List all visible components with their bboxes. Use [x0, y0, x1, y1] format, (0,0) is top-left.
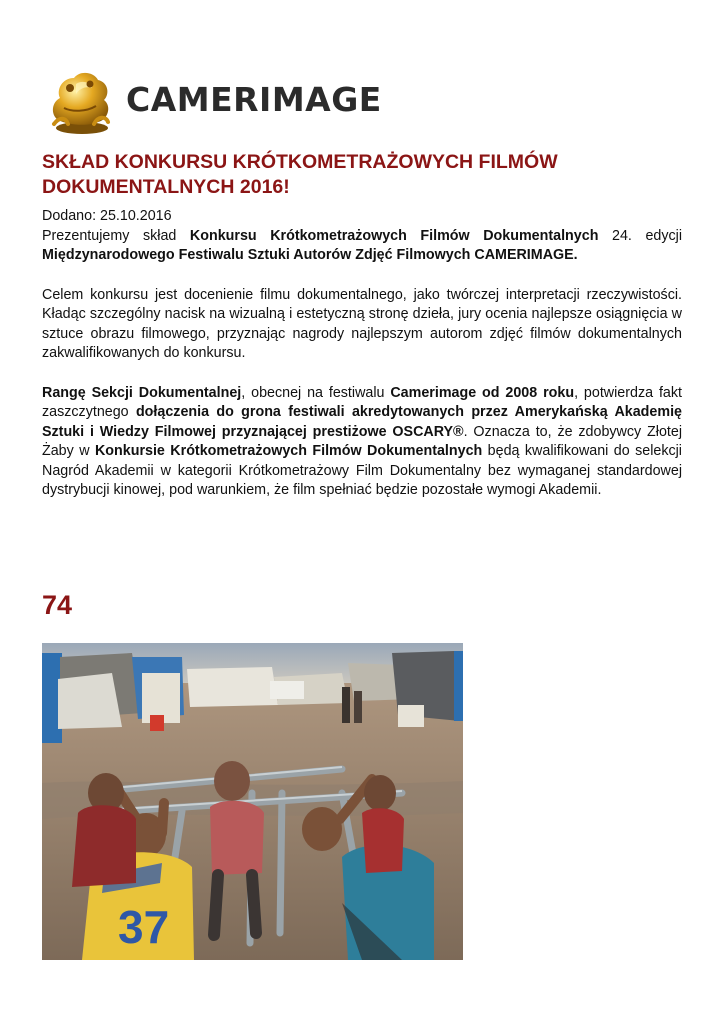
oscar-qualification-paragraph [42, 384, 682, 501]
shirt-number: 37 [118, 901, 170, 953]
p3-bold-3: dołączenia do grona festiwali akredytowanych przez Amerykańską Akademię Sztuki i Wiedzy Filmowej przyznającej prestiżowe OSCARY® [42, 404, 682, 440]
golden-frog-icon [46, 64, 116, 136]
competition-goal-paragraph: Celem konkursu jest docenienie filmu dokumentalnego, jako twórczej interpretacji rzeczywistości. Kładąc szczególny nacisk na wizualną i estetyczną stronę dzieła, jury ocenia najlepsze osiągnięcia w sztuce obrazu filmowego, przyznając nagrody najlepszym autorom zdjęć filmów dokumentalnych zakwalifikowanych do konkursu. [42, 286, 682, 361]
article-title: SKŁAD KONKURSU KRÓTKOMETRAŻOWYCH FILMÓW DOKUMENTALNYCH 2016! [42, 151, 558, 198]
p3-bold-2: Camerimage od 2008 roku [390, 384, 575, 401]
intro-text-1: Prezentujemy skład [42, 227, 190, 244]
film-still-illustration [42, 643, 463, 960]
intro-text-2: 24. edycji [598, 227, 682, 244]
intro-paragraph [42, 227, 682, 266]
intro-bold-festival: Międzynarodowego Festiwalu Sztuki Autorów Zdjęć Filmowych CAMERIMAGE. [42, 247, 578, 263]
p3-text-2: , potwierdza fakt zaszczytnego [42, 384, 682, 420]
intro-bold-competition: Konkursu Krótkometrażowych Filmów Dokumentalnych [189, 227, 599, 244]
article-body [42, 207, 682, 501]
film-still-photo [42, 643, 463, 960]
p3-bold-4: Konkursie Krótkometrażowych Filmów Dokumentalnych [94, 443, 483, 459]
film-number: 74 [42, 590, 73, 620]
p3-text-3: . Oznacza to, że zdobywcy Złotej Żaby w [42, 423, 682, 459]
p3-bold-1: Rangę Sekcji Dokumentalnej [42, 384, 242, 401]
camerimage-logo [46, 64, 382, 136]
p3-text-4: będą kwalifikowani do selekcji Nagród Akademii w kategorii Krótkometrażowy Film Dokumentalny bez wymaganej standardowej dystrybucji kinowej, pod warunkiem, że film spełniać będzie pozostałe wymogi Akademii. [42, 443, 682, 498]
logo-wordmark: CAMERIMAGE [126, 80, 382, 119]
p3-text-1: , obecnej na festiwalu [241, 384, 391, 401]
date-line: Dodano: 25.10.2016 [42, 208, 172, 224]
